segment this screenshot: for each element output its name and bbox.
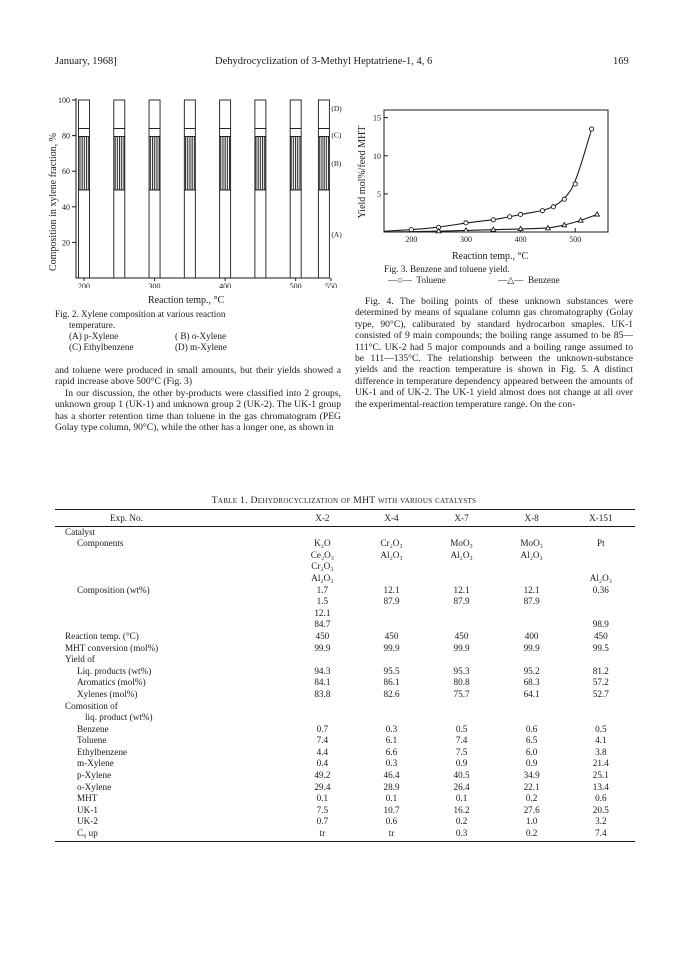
fig3-x-tick-label: 200 [405, 235, 418, 244]
table1-cell: 98.9 [592, 619, 609, 630]
table1-cell: 400 [524, 630, 539, 641]
table1-cell: 0.3 [455, 828, 468, 839]
table1-cell: Al₂O₃ [450, 549, 473, 560]
fig2-y-axis-label: Composition in xylene fraction, % [48, 132, 59, 272]
table1-cell: 57.2 [592, 677, 609, 688]
table1 [55, 511, 635, 840]
fig2-y-tick-label: 100 [58, 96, 70, 105]
table1-cell: 13.4 [592, 781, 609, 792]
table1-cell: 27.6 [523, 804, 540, 815]
table1-cell: 82.6 [383, 688, 400, 699]
fig3-point-benzene [491, 227, 496, 231]
fig3-y-tick-label: 5 [377, 189, 381, 199]
table1-row-label: UK-2 [77, 816, 98, 827]
table1-cell: 7.4 [595, 828, 607, 839]
fig2-segment-label: (B) [331, 159, 342, 169]
table1-header-col: X-2 [315, 513, 330, 523]
fig3-caption-text: Fig. 3. Benzene and toluene yield. [384, 264, 510, 274]
table1-cell [567, 701, 635, 713]
table1-cell [427, 654, 497, 666]
table1-row-label: Reaction temp. (°C) [65, 630, 139, 641]
triangle-marker-icon: △ [507, 275, 515, 285]
running-header-left: January, 1968] [55, 56, 117, 67]
table1-cell: 12.1 [453, 584, 470, 595]
table1-cell: 84.1 [314, 677, 331, 688]
table1-row [55, 631, 635, 643]
fig2-caption-line-1: Fig. 2. Xylene composition at various reaction [55, 309, 226, 319]
fig3-point-toluene [573, 182, 577, 186]
fig3-point-benzene [464, 228, 469, 232]
fig2-bar-segment [255, 128, 266, 136]
table1-row [55, 724, 635, 736]
table1-cell: 7.4 [316, 735, 329, 746]
table1-header-row [55, 511, 635, 527]
fig2-bar-segment [220, 128, 231, 136]
fig3-point-toluene [518, 212, 522, 216]
fig3-point-toluene [464, 221, 468, 225]
table1-row [55, 573, 635, 585]
fig2-bar-segment [220, 100, 231, 128]
fig2-bar-segment [318, 190, 329, 278]
table1-row-label: Comosition of [65, 700, 118, 711]
table1-cell: tr [388, 828, 395, 839]
fig3-chart [350, 96, 620, 256]
table1-cell [567, 712, 635, 724]
table1-cell: 21.4 [592, 758, 609, 769]
table1-cell: 87.9 [523, 596, 540, 607]
table1-cell: 16.2 [453, 804, 470, 815]
table1-cell: 0.4 [316, 758, 329, 769]
table1-cell: 95.3 [453, 665, 470, 676]
fig2-bar-segment [114, 128, 125, 136]
table1-row [55, 596, 635, 608]
table1-cell [357, 561, 427, 573]
table1-row-label [55, 573, 288, 585]
table1-row-label: Composition (wt%) [77, 584, 150, 595]
table1-row-label: p-Xylene [77, 770, 112, 781]
fig2-bar-segment [79, 100, 90, 128]
fig3-y-tick-label: 10 [373, 151, 381, 161]
fig2-bar-segment [255, 100, 266, 128]
table1-cell [497, 527, 567, 539]
table1-cell: 6.5 [525, 735, 538, 746]
table1-header-col: X-151 [589, 513, 613, 523]
table1-header-col: X-4 [384, 513, 399, 523]
table1-cell: 64.1 [523, 688, 540, 699]
table1-cell [567, 608, 635, 620]
table1-cell: 0.9 [525, 758, 538, 769]
table1-cell: 0.2 [525, 828, 538, 839]
table1-cell: Al₂O₃ [311, 572, 334, 583]
table1-cell: 95.2 [523, 665, 540, 676]
table1-cell: tr [319, 828, 326, 839]
fig2-bar-segment [220, 190, 231, 278]
table1-cell: 0.3 [385, 758, 398, 769]
table1-row [55, 689, 635, 701]
table1-bottom-rule [55, 841, 635, 842]
table1-cell: 4.1 [595, 735, 607, 746]
table1-cell: 29.4 [314, 781, 331, 792]
fig3-x-tick-label: 300 [459, 235, 472, 244]
fig2-legend-c: (C) Ethylbenzene [69, 342, 134, 352]
fig2-y-tick-label: 40 [62, 202, 70, 212]
table1-cell: 0.5 [455, 723, 468, 734]
table1-row [55, 747, 635, 759]
table1-cell: 0.5 [595, 723, 607, 734]
table1-cell: 3.8 [595, 746, 607, 757]
table1-title: Table 1. Dehydrocyclization of MHT with various catalysts [211, 495, 477, 506]
fig2-bar-segment [290, 190, 301, 278]
table1-cell [357, 654, 427, 666]
fig3-caption [384, 264, 644, 286]
table1-cell: 81.2 [592, 665, 609, 676]
table1-cell: 0.6 [385, 816, 398, 827]
table1-cell [567, 527, 635, 539]
fig2-bar-segment [79, 190, 90, 278]
fig2-bar-segment [184, 128, 195, 136]
table1-cell: 75.7 [453, 688, 470, 699]
left-column-text [55, 365, 341, 433]
table1-row [55, 712, 635, 724]
table1-row-label [55, 550, 288, 562]
table1-cell: 7.5 [316, 804, 329, 815]
fig2-legend-d: (D) m-Xylene [175, 342, 227, 352]
fig2-bar-segment [184, 100, 195, 128]
table1-cell: 28.9 [383, 781, 400, 792]
fig3-point-benzene [578, 218, 583, 222]
fig3-legend-toluene: —○— Toluene [388, 275, 446, 285]
table1-cell [427, 561, 497, 573]
table1-row-label: Toluene [77, 735, 107, 746]
fig3-x-axis-label: Reaction temp., °C [452, 251, 529, 262]
table1-cell: 7.4 [455, 735, 468, 746]
table1-cell [497, 619, 567, 631]
table1-cell [497, 573, 567, 585]
table1-cell: 3.2 [595, 816, 607, 827]
table1-row [55, 585, 635, 597]
table1-cell [497, 701, 567, 713]
fig3-point-toluene [562, 197, 566, 201]
table1-cell [497, 561, 567, 573]
table1-row [55, 805, 635, 817]
table1-row-label: o-Xylene [77, 781, 112, 792]
fig3-plot-frame [384, 110, 608, 232]
fig2-bar-segment [114, 100, 125, 128]
table1-cell: 6.6 [385, 746, 398, 757]
fig2-bar-segment [149, 128, 160, 136]
table1-cell [357, 573, 427, 585]
table1-cell: 83.8 [314, 688, 331, 699]
fig3-point-benzene [595, 212, 600, 216]
table1-cell [288, 701, 356, 713]
table1-cell [427, 701, 497, 713]
fig2-bar-segment [290, 100, 301, 128]
table1-cell [567, 654, 635, 666]
table1-cell: Ce₂O₃ [310, 549, 334, 560]
fig2-bar-segment [290, 136, 301, 189]
table1-row-label: Benzene [77, 723, 109, 734]
table1-cell: 0.1 [385, 793, 398, 804]
fig2-x-tick-label: 300 [148, 282, 161, 288]
fig3-point-toluene [491, 218, 495, 222]
table1-row-label: liq. product (wt%) [85, 712, 153, 723]
table1-cell: MoO₃ [450, 538, 473, 549]
table1-cell: 20.5 [592, 804, 609, 815]
table1-cell: 46.4 [383, 770, 400, 781]
fig2-chart [42, 88, 342, 288]
fig2-bar-segment [255, 136, 266, 189]
table1-cell: 22.1 [523, 781, 540, 792]
table1-row-label: Liq. products (wt%) [77, 665, 152, 676]
table1-cell: 12.1 [523, 584, 540, 595]
table1-cell: 6.1 [385, 735, 398, 746]
table1-cell: 26.4 [453, 781, 470, 792]
table1-cell: 1.5 [316, 596, 329, 607]
table1-row [55, 654, 635, 666]
table1-row-label: m-Xylene [77, 758, 114, 769]
table1-row-label [55, 619, 288, 631]
table1-cell: 0.7 [316, 723, 329, 734]
fig3-point-toluene [551, 205, 555, 209]
table1-row [55, 828, 635, 840]
table1-row [55, 561, 635, 573]
fig2-x-tick-label: 200 [78, 282, 90, 288]
table1-cell: K₂O [314, 538, 331, 549]
fig3-x-tick-label: 400 [514, 235, 527, 244]
fig3-point-toluene [540, 209, 544, 213]
table1-cell [288, 654, 356, 666]
table1-cell: 0.1 [316, 793, 329, 804]
running-header-title: Dehydrocyclization of 3-Methyl Heptatriene-1, 4, 6 [215, 56, 433, 67]
table1-cell: 99.9 [383, 642, 400, 653]
fig2-bar-segment [79, 128, 90, 136]
table1-cell: Al₂O₃ [589, 572, 612, 583]
fig2-x-axis-label: Reaction temp., °C [148, 295, 225, 306]
table1-cell: 99.5 [592, 642, 609, 653]
table1-row [55, 619, 635, 631]
table1-cell: 1.0 [525, 816, 538, 827]
fig2-y-tick-label: 80 [62, 131, 70, 141]
table1-cell [357, 608, 427, 620]
table1-cell: Al₂O₃ [380, 549, 403, 560]
table1-row-label: UK-1 [77, 804, 98, 815]
fig2-bar-segment [220, 136, 231, 189]
table1-row-label: MHT conversion (mol%) [65, 642, 159, 653]
table1-row [55, 701, 635, 713]
fig2-x-tick-label: 500 [289, 282, 302, 288]
table1-cell: 68.3 [523, 677, 540, 688]
table1-row [55, 550, 635, 562]
table1-row [55, 793, 635, 805]
table1-row-label: Aromatics (mol%) [77, 677, 146, 688]
table1-cell: 7.5 [455, 746, 468, 757]
fig3-legend-toluene-label: Toluene [416, 275, 446, 285]
table1-row [55, 608, 635, 620]
table1-cell: 450 [454, 630, 469, 641]
fig3-line-toluene [384, 129, 592, 231]
table1-row-label [55, 561, 288, 573]
fig2-bar-segment [79, 136, 90, 189]
table1-cell: 0.7 [316, 816, 329, 827]
fig2-bar-segment [149, 136, 160, 189]
fig2-bar-segment [114, 190, 125, 278]
fig2-y-tick-label: 20 [62, 238, 70, 248]
table1-header-col: X-7 [454, 513, 469, 523]
fig3-x-tick-label: 500 [569, 235, 582, 244]
table1-cell: 450 [315, 630, 330, 641]
fig2-legend-a: (A) p-Xylene [69, 331, 119, 341]
left-paragraph-1: and toluene were produced in small amounts, but their yields showed a rapid increase above 500°C (Fig. 3) [55, 365, 341, 388]
table1-cell: 12.1 [383, 584, 400, 595]
table1-cell [427, 619, 497, 631]
table1-cell: 52.7 [592, 688, 609, 699]
table1-cell: 12.1 [314, 607, 331, 618]
table1-cell: 87.9 [453, 596, 470, 607]
fig2-segment-label: (C) [331, 130, 342, 140]
table1-cell: 0.9 [455, 758, 468, 769]
fig3-point-toluene [590, 127, 594, 131]
table1-cell [497, 654, 567, 666]
table1-top-rule [55, 509, 635, 510]
table1-row [55, 677, 635, 689]
page-number: 169 [613, 56, 629, 67]
table1-row [55, 538, 635, 550]
table1-cell [567, 596, 635, 608]
fig3-point-toluene [508, 215, 512, 219]
table1-cell: Al₂O₃ [520, 549, 543, 560]
fig2-x-tick-label: 550 [324, 282, 337, 288]
fig2-caption-line-2: temperature. [69, 320, 116, 330]
table1-cell: 99.9 [453, 642, 470, 653]
table1-cell: 6.0 [525, 746, 538, 757]
table1-cell: 0.36 [592, 584, 609, 595]
circle-marker-icon: ○ [397, 275, 403, 285]
table1-cell: 0.6 [525, 723, 538, 734]
table1-row-label: Yield of [65, 654, 95, 665]
table1-cell: MoO₃ [520, 538, 543, 549]
table1-cell: 95.5 [383, 665, 400, 676]
table1-cell [427, 573, 497, 585]
table1-row [55, 782, 635, 794]
table1-cell: 99.9 [523, 642, 540, 653]
fig2-bar-segment [318, 100, 329, 128]
right-column-text: Fig. 4. The boiling points of these unknown substances were determined by means of squalane column gas chromatography (Golay type, 90°C), caliburated by standard hydrocarbon smaples. UK-1 consisted of 9 main compounds; the boiling range assumed to be 85—111°C. UK-2 had 5 major compounds and a boiling range assumed to be 111—135°C. The relationship between the unknown-substance yields and the reaction temperature is shown in Fig. 5. A distinct difference in temperature dependency appeared between the amounts of UK-1 and of UK-2. The UK-1 yield almost does not change at all over the experimental-reaction temperature range. On the con- [355, 296, 633, 410]
table1-cell: 80.8 [453, 677, 470, 688]
table1-cell: 4.4 [316, 746, 329, 757]
fig2-legend-b: ( B) o-Xylene [175, 331, 227, 341]
table1-cell: 86.1 [383, 677, 400, 688]
table1-cell: 25.1 [592, 770, 609, 781]
table1-row-label: Xylenes (mol%) [77, 688, 138, 699]
fig2-bar-segment [255, 190, 266, 278]
table1-cell [567, 561, 635, 573]
table1-cell [497, 608, 567, 620]
fig2-caption [55, 309, 345, 353]
table1-header-exp-no: Exp. No. [110, 513, 143, 523]
fig3-legend-benzene: —△— Benzene [498, 275, 560, 285]
table1-row-label: C₉ up [77, 828, 98, 839]
fig2-bar-segment [318, 136, 329, 189]
fig3-y-tick-label: 15 [373, 113, 381, 123]
table1-row [55, 816, 635, 828]
fig2-bar-segment [318, 128, 329, 136]
fig2-x-tick-label: 400 [219, 282, 232, 288]
table1-cell [357, 712, 427, 724]
table1-cell [288, 712, 356, 724]
table1-row-label: MHT [77, 793, 98, 804]
table1-cell: 0.3 [385, 723, 398, 734]
table1-cell [357, 619, 427, 631]
fig3-y-axis-label: Yield mol%/feed MHT [357, 125, 368, 219]
table1-cell: 0.1 [455, 793, 468, 804]
table1-cell: 0.2 [525, 793, 538, 804]
table1-row [55, 758, 635, 770]
fig2-segment-label: (A) [331, 229, 342, 239]
table1-row [55, 527, 635, 539]
table1-row [55, 643, 635, 655]
fig2-bar-segment [290, 128, 301, 136]
table1-cell [427, 608, 497, 620]
table1-row-label [55, 596, 288, 608]
fig2-bar-segment [114, 136, 125, 189]
table1-cell: 40.5 [453, 770, 470, 781]
left-paragraph-2: In our discussion, the other by-products were classified into 2 groups, unknown group 1 (UK-1) and unknown group 2 (UK-2). The UK-1 group has a shorter retention time than toluene in the gas chromatogram (PEG Golay type column, 90°C), while the other has a longer one, as shown in [55, 387, 341, 434]
table1-cell: 34.9 [523, 770, 540, 781]
table1-row [55, 770, 635, 782]
table1-row [55, 735, 635, 747]
table1-cell: Cr₂O₃ [380, 538, 403, 549]
table1-cell: 99.9 [314, 642, 331, 653]
table1-cell: 10.7 [383, 804, 400, 815]
fig3-legend-benzene-label: Benzene [528, 275, 560, 285]
fig2-bar-segment [149, 100, 160, 128]
table1-row-label: Ethylbenzene [77, 746, 127, 757]
fig2-bar-segment [184, 190, 195, 278]
table1-row [55, 666, 635, 678]
table1-cell: 1.7 [316, 584, 329, 595]
table1-row-label: Catalyst [65, 526, 96, 537]
table1-row-label: Components [77, 538, 124, 549]
table1-cell: 49.2 [314, 770, 331, 781]
table1-cell: 0.2 [455, 816, 468, 827]
table1-cell: 87.9 [383, 596, 400, 607]
table1-cell: Cr₂O₃ [311, 561, 334, 572]
fig2-bar-segment [184, 136, 195, 189]
table1-cell: 450 [384, 630, 399, 641]
table1-cell [357, 527, 427, 539]
fig2-bar-segment [149, 190, 160, 278]
table1-header-col: X-8 [524, 513, 539, 523]
table1-cell [288, 527, 356, 539]
table1-cell: 0.6 [595, 793, 607, 804]
table1-cell [357, 701, 427, 713]
fig3-point-benzene [562, 223, 567, 227]
table1-cell [427, 712, 497, 724]
fig2-segment-label: (D) [331, 104, 342, 114]
table1-cell: Pt [596, 538, 605, 549]
table1-row-label [55, 608, 288, 620]
table1-cell [497, 712, 567, 724]
fig3-point-benzene [518, 226, 523, 230]
table1-cell: 84.7 [314, 619, 331, 630]
fig3-point-benzene [546, 226, 551, 230]
table1-cell [427, 527, 497, 539]
fig2-y-tick-label: 60 [62, 167, 70, 177]
table1-cell: 94.3 [314, 665, 331, 676]
table1-cell [567, 550, 635, 562]
table1-cell: 450 [593, 630, 608, 641]
